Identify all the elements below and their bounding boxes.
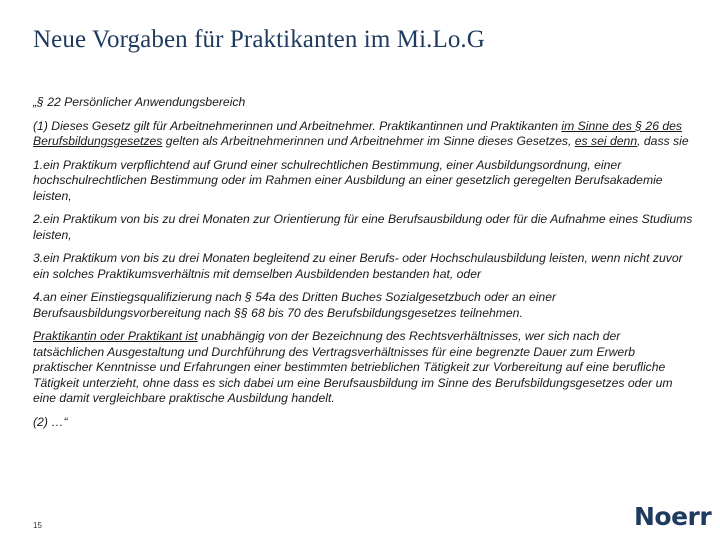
section-heading: „§ 22 Persönlicher Anwendungsbereich <box>33 95 246 109</box>
noerr-logo: Noerr <box>634 502 712 531</box>
paragraph-1-text-a: (1) Dieses Gesetz gilt für Arbeitnehmerinnen und Arbeitnehmer. Praktikantinnen und Praktikanten <box>33 118 562 133</box>
list-item-2: 2.ein Praktikum von bis zu drei Monaten zur Orientierung für eine Berufsausbildung oder für die Aufnahme eines Studiums leisten, <box>33 212 693 242</box>
law-text <box>33 95 693 438</box>
list-item-3: 3.ein Praktikum von bis zu drei Monaten begleitend zu einer Berufs- oder Hochschulausbildung leisten, wenn nicht zuvor ein solches Praktikumsverhältnis mit demselben Ausbildenden bestanden hat, oder <box>33 251 683 281</box>
list-item-1: 1.ein Praktikum verpflichtend auf Grund einer schulrechtlichen Bestimmung, einer Ausbildungsordnung, einer hochschulrechtlichen Bestimmung oder im Rahmen einer Ausbildung an einer gesetzlich geregelten Berufsakademie leisten, <box>33 157 663 203</box>
paragraph-1-underline-es-sei-denn: es sei denn <box>574 134 638 148</box>
definition-paragraph <box>33 329 693 407</box>
page-number: 15 <box>33 521 42 530</box>
definition-text: unabhängig von der Bezeichnung des Rechtsverhältnisses, wer sich nach der tatsächlichen Ausgestaltung und Durchführung des Vertragsverhältnisses für eine begrenzte Dauer zum Erwerb praktischer Kenntnisse und Erfahrungen einer bestimmten betrieblichen Tätigkeit zur Vorbereitung auf eine berufliche Tätigkeit unterzieht, ohne dass es sich dabei um eine Berufsausbildung im Sinne des Berufsbildungsgesetzes oder um eine damit vergleichbare praktische Ausbildung handelt. <box>33 329 673 405</box>
definition-underline: Praktikantin oder Praktikant ist <box>33 329 198 343</box>
paragraph-2: (2) …“ <box>33 414 68 429</box>
list-item-4: 4.an einer Einstiegsqualifizierung nach § 54a des Dritten Buches Sozialgesetzbuch oder an einer Berufsausbildungsvorbereitung nach §§ 68 bis 70 des Berufsbildungsgesetzes teilnehmen. <box>33 290 557 320</box>
paragraph-1-underline-bbig: im Sinne des § 26 des Berufsbildungsgesetzes <box>33 118 683 148</box>
paragraph-1-text-c: gelten als Arbeitnehmerinnen und Arbeitnehmer im Sinne dieses Gesetzes, <box>162 134 575 148</box>
paragraph-1 <box>33 119 693 150</box>
paragraph-1-text-e: , dass sie <box>637 134 689 148</box>
slide-title: Neue Vorgaben für Praktikanten im Mi.Lo.G <box>33 26 485 53</box>
